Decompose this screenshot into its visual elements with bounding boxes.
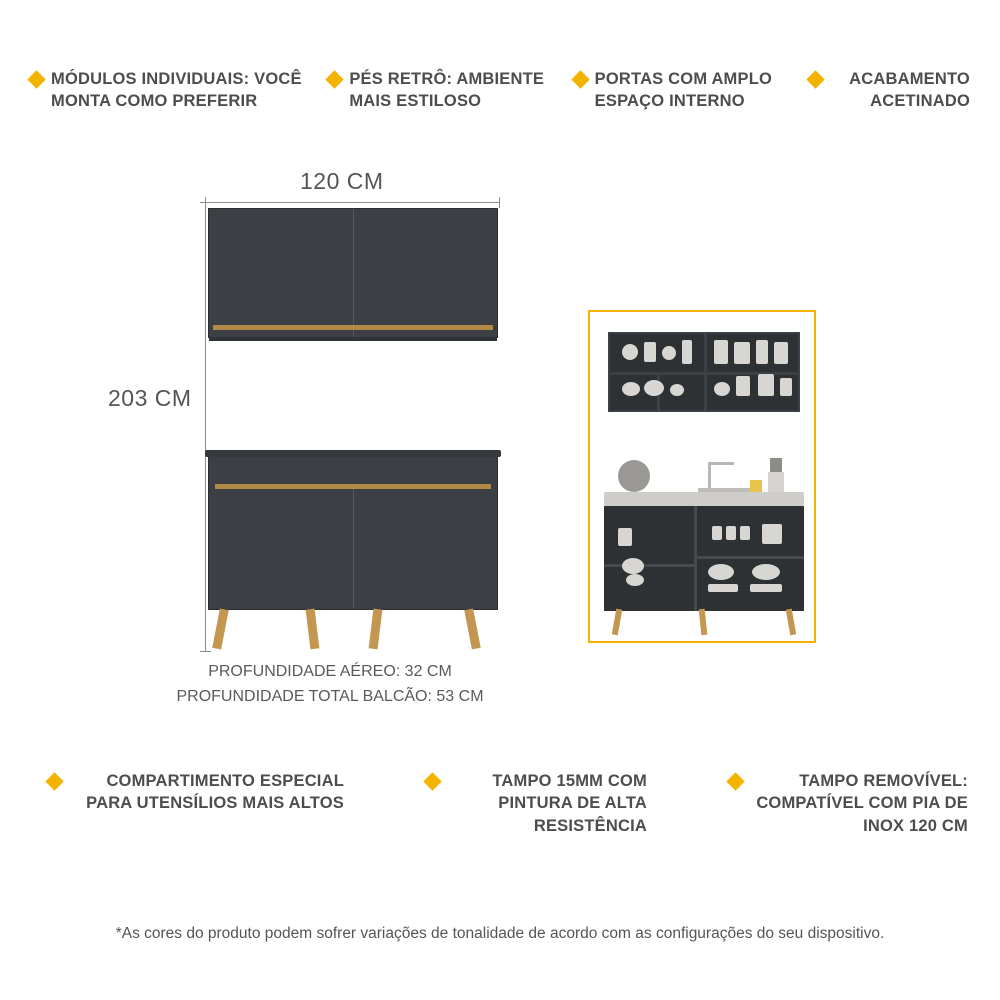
- diamond-bullet-icon: [423, 772, 441, 790]
- feature-label: PÉS RETRÔ: AMBIENTE MAIS ESTILOSO: [349, 70, 545, 111]
- cabinet-base-shadow: [209, 337, 497, 341]
- feature-label: TAMPO REMOVÍVEL: COMPATÍVEL COM PIA DE INOX 120 CM: [756, 772, 968, 835]
- counter-top-ledge: [205, 450, 501, 457]
- cup-item: [740, 526, 750, 540]
- tray-item: [750, 584, 782, 592]
- diamond-bullet-icon: [806, 70, 824, 88]
- bowl-item: [626, 574, 644, 586]
- dish-item: [734, 342, 750, 364]
- depth-aereo-label: PROFUNDIDADE AÉREO: 32 CM: [208, 663, 452, 680]
- width-dimension-label: 120 CM: [300, 168, 384, 194]
- photo-upper-shelf-unit: [608, 332, 800, 412]
- dish-item: [774, 342, 788, 364]
- lower-counter-illustration: [208, 455, 498, 610]
- dish-item: [756, 340, 768, 364]
- retro-leg: [612, 609, 622, 636]
- retro-leg: [369, 609, 383, 650]
- feature-item-tampo-15mm: [426, 770, 647, 837]
- depth-info-block: [90, 660, 570, 710]
- product-photo-frame: [588, 310, 816, 643]
- diamond-bullet-icon: [726, 772, 744, 790]
- dish-item: [682, 340, 692, 364]
- feature-item-modulos: [30, 68, 319, 113]
- pot-item: [618, 528, 632, 546]
- yellow-accessory: [750, 480, 762, 492]
- feature-item-compartimento: [48, 770, 344, 815]
- feature-item-pes-retro: [328, 68, 564, 113]
- dish-item: [622, 382, 640, 396]
- cup-item: [726, 526, 736, 540]
- shelf-divider: [604, 564, 694, 567]
- bowl-item: [708, 564, 734, 580]
- bowl-item: [752, 564, 780, 580]
- diamond-bullet-icon: [45, 772, 63, 790]
- width-dimension-line: [205, 202, 500, 203]
- bowl-item: [622, 558, 644, 574]
- height-dimension-label: 203 CM: [108, 385, 192, 411]
- features-top-row: [30, 68, 970, 113]
- product-dimension-diagram: [90, 160, 570, 720]
- feature-label: PORTAS COM AMPLO ESPAÇO INTERNO: [594, 70, 773, 111]
- dish-item: [662, 346, 676, 360]
- retro-leg: [699, 609, 708, 635]
- features-bottom-row: [48, 770, 968, 837]
- feature-item-tampo-removivel: [729, 770, 968, 837]
- feature-label: MÓDULOS INDIVIDUAIS: VOCÊ MONTA COMO PREFERIR: [51, 70, 302, 111]
- dish-item: [644, 380, 664, 396]
- diamond-bullet-icon: [27, 70, 45, 88]
- dish-item: [644, 342, 656, 362]
- utensil-holder: [768, 472, 784, 492]
- product-photo: [590, 312, 814, 641]
- diamond-bullet-icon: [326, 70, 344, 88]
- dish-item: [780, 378, 792, 396]
- upper-cabinet-illustration: [208, 208, 498, 338]
- retro-leg: [212, 609, 228, 650]
- retro-leg: [464, 609, 480, 650]
- dish-item: [736, 376, 750, 396]
- retro-leg: [786, 609, 796, 636]
- color-disclaimer: *As cores do produto podem sofrer variações de tonalidade de acordo com as configurações do seu dispositivo.: [115, 925, 885, 942]
- dish-item: [758, 374, 774, 396]
- cabinet-door-divider: [353, 209, 354, 337]
- photo-countertop: [604, 492, 804, 506]
- jar-item: [762, 524, 782, 544]
- feature-label: ACABAMENTO ACETINADO: [849, 70, 970, 111]
- diamond-bullet-icon: [571, 70, 589, 88]
- gold-handle-strip: [213, 325, 493, 330]
- cup-item: [712, 526, 722, 540]
- feature-label: TAMPO 15MM COM PINTURA DE ALTA RESISTÊNCIA: [492, 772, 647, 835]
- dish-item: [714, 382, 730, 396]
- dish-item: [714, 340, 728, 364]
- feature-label: COMPARTIMENTO ESPECIAL PARA UTENSÍLIOS MAIS ALTOS: [86, 772, 344, 813]
- dish-item: [670, 384, 684, 396]
- feature-item-acabamento: [809, 68, 970, 113]
- feature-item-portas: [574, 68, 800, 113]
- shelf-divider: [694, 556, 804, 559]
- tray-item: [708, 584, 738, 592]
- photo-lower-cabinet: [604, 506, 804, 611]
- height-dimension-line: [205, 202, 206, 652]
- pan-illustration: [618, 460, 650, 492]
- dish-item: [622, 344, 638, 360]
- depth-balcao-label: PROFUNDIDADE TOTAL BALCÃO: 53 CM: [176, 687, 484, 705]
- cabinet-door-divider: [353, 489, 354, 609]
- retro-leg: [306, 609, 320, 650]
